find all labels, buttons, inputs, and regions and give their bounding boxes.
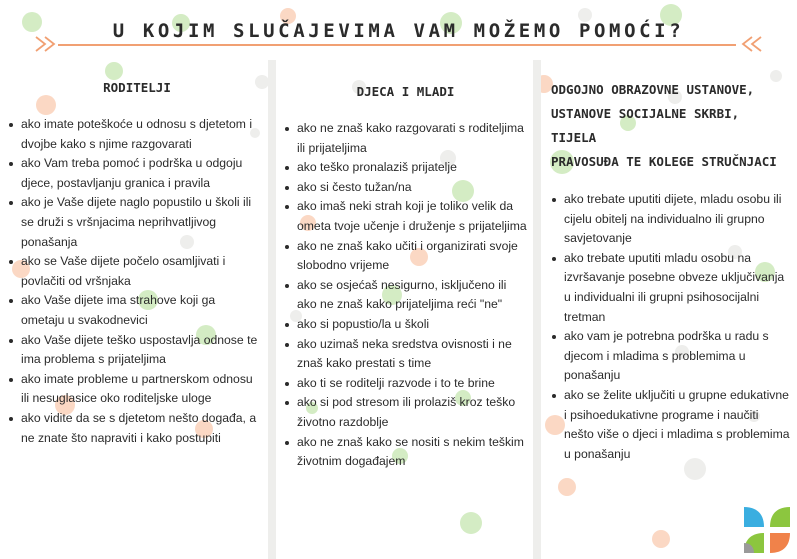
list-item: ako trebate uputiti dijete, mladu osobu ili cijelu obitelj na individualno ili grupno savjetovanje <box>551 190 791 249</box>
list-item: ako ne znaš kako učiti i organizirati svoje slobodno vrijeme <box>284 237 527 276</box>
column-heading: RODITELJI <box>103 80 171 95</box>
list-item: ako ne znaš kako se nositi s nekim teškim životnim događajem <box>284 433 527 472</box>
list-item: ako vidite da se s djetetom nešto događa, a ne znate što napraviti i kako postupiti <box>8 409 258 448</box>
list-item: ako trebate uputiti mladu osobu na izvršavanje posebne obveze uključivanja u individualni ili grupni psihosocijalni tretman <box>551 249 791 327</box>
double-arrow-right-icon <box>34 35 60 53</box>
list-item: ako Vaše dijete teško uspostavlja odnose te ima problema s prijateljima <box>8 331 258 370</box>
column-institutions <box>551 78 791 464</box>
list-item: ako Vaše dijete ima strahove koji ga ometaju u svakodnevici <box>8 291 258 330</box>
heading-line: ODGOJNO OBRAZOVNE USTANOVE, <box>551 82 755 97</box>
double-arrow-left-icon <box>737 35 763 53</box>
decorative-dot <box>105 62 123 80</box>
list-item: ako se osjećaš nesigurno, isključeno ili ako ne znaš kako prijateljima reći "ne" <box>284 276 527 315</box>
list-item: ako teško pronalaziš prijatelje <box>284 158 527 178</box>
list-item: ako Vam treba pomoć i podrška u odgoju djece, postavljanju granica i pravila <box>8 154 258 193</box>
children-list <box>284 119 527 472</box>
list-item: ako se želite uključiti u grupne edukativne i psihoedukativne programe i naučiti nešto više o djeci i mladima s problemima u ponašanju <box>551 386 791 464</box>
decorative-dot <box>460 512 482 534</box>
heading-line: USTANOVE SOCIJALNE SKRBI, TIJELA <box>551 106 740 145</box>
list-item: ako imaš neki strah koji je toliko velik da ometa tvoje učenje i druženje s prijateljima <box>284 197 527 236</box>
column-divider <box>268 60 276 559</box>
list-item: ako imate probleme u partnerskom odnosu ili nesuglasice oko roditeljske uloge <box>8 370 258 409</box>
heading-line: PRAVOSUĐA TE KOLEGE STRUČNJACI <box>551 154 777 169</box>
list-item: ako si često tužan/na <box>284 178 527 198</box>
decorative-dot <box>652 530 670 548</box>
list-item: ako ne znaš kako razgovarati s roditeljima ili prijateljima <box>284 119 527 158</box>
decorative-dot <box>558 478 576 496</box>
column-divider <box>533 60 541 559</box>
list-item: ako uzimaš neka sredstva ovisnosti i ne znaš kako prestati s time <box>284 335 527 374</box>
institutions-list <box>551 190 791 464</box>
column-heading <box>551 78 791 174</box>
list-item: ako imate poteškoće u odnosu s djetetom i dvojbe kako s njime razgovarati <box>8 115 258 154</box>
list-item: ako se Vaše dijete počelo osamljivati i povlačiti od vršnjaka <box>8 252 258 291</box>
page-title: U KOJIM SLUČAJEVIMA VAM MOŽEMO POMOĆI? <box>112 20 685 42</box>
parents-list <box>8 115 258 448</box>
title-underline <box>58 44 736 46</box>
list-item: ako ti se roditelji razvode i to te brine <box>284 374 527 394</box>
list-item: ako je Vaše dijete naglo popustilo u školi ili se druži s vršnjacima neprihvatljivog ponašanja <box>8 193 258 252</box>
column-heading: DJECA I MLADI <box>356 84 455 99</box>
list-item: ako si popustio/la u školi <box>284 315 527 335</box>
list-item: ako si pod stresom ili prolaziš kroz teško životno razdoblje <box>284 393 527 432</box>
organization-logo <box>742 505 792 555</box>
column-children <box>284 84 527 472</box>
column-parents <box>8 80 258 448</box>
list-item: ako vam je potrebna podrška u radu s djecom i mladima s problemima u ponašanju <box>551 327 791 386</box>
